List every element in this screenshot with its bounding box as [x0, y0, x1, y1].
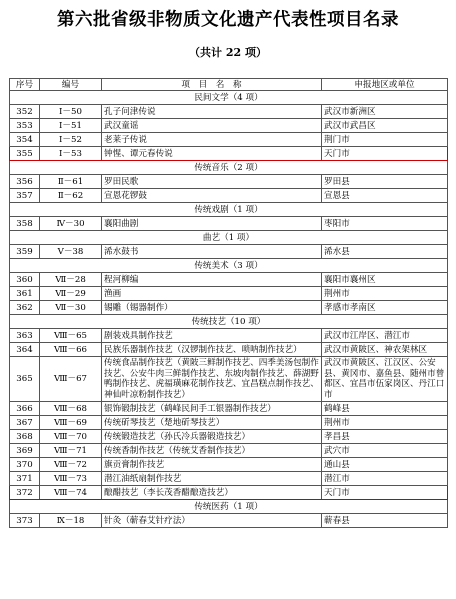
cell-seq: 352: [10, 105, 40, 119]
table-row: [10, 175, 448, 189]
section-label: 传统美术（3 项）: [10, 259, 448, 273]
header-region: 申报地区或单位: [322, 79, 448, 91]
cell-seq: 373: [10, 514, 40, 528]
table-row: [10, 458, 448, 472]
cell-code: Ⅷ－74: [40, 486, 102, 500]
cell-region: 武汉市黄陂区、江汉区、公安县、黄冈市、嘉鱼县、随州市曾都区、宜昌市伍家岗区、丹江口市: [322, 357, 448, 402]
table-row: [10, 329, 448, 343]
cell-region: 荆州市: [322, 416, 448, 430]
cell-name: 浠水鼓书: [102, 245, 322, 259]
table-row: [10, 133, 448, 147]
cell-name: 传统锻造技艺（孙氏冷兵器锻造技艺）: [102, 430, 322, 444]
cell-seq: 360: [10, 273, 40, 287]
cell-name: 剧装戏具制作技艺: [102, 329, 322, 343]
cell-region: 武穴市: [322, 444, 448, 458]
section-row: [10, 203, 448, 217]
cell-seq: 370: [10, 458, 40, 472]
table-body: [10, 91, 448, 528]
cell-region: 天门市: [322, 147, 448, 161]
cell-region: 宣恩县: [322, 189, 448, 203]
cell-code: Ⅶ－28: [40, 273, 102, 287]
cell-code: Ⅰ－51: [40, 119, 102, 133]
cell-seq: 354: [10, 133, 40, 147]
header-seq: 序号: [10, 79, 40, 91]
table-row: [10, 189, 448, 203]
cell-region: 武汉市江岸区、潜江市: [322, 329, 448, 343]
cell-seq: 353: [10, 119, 40, 133]
cell-region: 罗田县: [322, 175, 448, 189]
cell-code: Ⅷ－71: [40, 444, 102, 458]
section-label: 传统医药（1 项）: [10, 500, 448, 514]
cell-seq: 367: [10, 416, 40, 430]
section-row: [10, 231, 448, 245]
cell-seq: 371: [10, 472, 40, 486]
table-row: [10, 430, 448, 444]
section-row: [10, 315, 448, 329]
table-row: [10, 514, 448, 528]
cell-code: Ⅷ－73: [40, 472, 102, 486]
cell-seq: 361: [10, 287, 40, 301]
cell-name: 潜江油纸扇制作技艺: [102, 472, 322, 486]
section-row: [10, 91, 448, 105]
cell-name: 酿醋技艺（李长茂香醋酿造技艺）: [102, 486, 322, 500]
section-row: [10, 500, 448, 514]
cell-region: 襄阳市襄州区: [322, 273, 448, 287]
cell-code: Ⅰ－52: [40, 133, 102, 147]
header-name: 项 目 名 称: [102, 79, 322, 91]
table-row: [10, 301, 448, 315]
cell-seq: 365: [10, 357, 40, 402]
cell-seq: 357: [10, 189, 40, 203]
cell-name: 罗田民歌: [102, 175, 322, 189]
cell-code: Ⅴ－38: [40, 245, 102, 259]
cell-name: 传统食品制作技艺（黄陂三鲜制作技艺、四季美汤包制作技艺、公安牛肉三鲜制作技艺、东坡肉制作技艺、薛湖野鸭制作技艺、虎福璜麻花制作技艺、宜昌糕点制作技艺、神仙叶凉粉制作技艺）: [102, 357, 322, 402]
table-row: [10, 402, 448, 416]
cell-name: 针灸（蕲春艾针疗法）: [102, 514, 322, 528]
cell-region: 武汉市武昌区: [322, 119, 448, 133]
cell-name: 老莱子传说: [102, 133, 322, 147]
cell-code: Ⅶ－30: [40, 301, 102, 315]
cell-code: Ⅳ－30: [40, 217, 102, 231]
cell-code: Ⅱ－62: [40, 189, 102, 203]
section-label: 传统技艺（10 项）: [10, 315, 448, 329]
cell-region: 荆门市: [322, 133, 448, 147]
cell-code: Ⅷ－70: [40, 430, 102, 444]
cell-name: 襄阳曲剧: [102, 217, 322, 231]
cell-name: 传统香制作技艺（传统艾香制作技艺）: [102, 444, 322, 458]
table-row: [10, 217, 448, 231]
cell-name: 武汉童谣: [102, 119, 322, 133]
document-subtitle: （共计 22 项）: [189, 46, 267, 59]
cell-code: Ⅷ－68: [40, 402, 102, 416]
cell-seq: 372: [10, 486, 40, 500]
cell-name: 银饰锻制技艺（鹤峰民间手工银器制作技艺）: [102, 402, 322, 416]
cell-code: Ⅷ－66: [40, 343, 102, 357]
cell-seq: 358: [10, 217, 40, 231]
cell-region: 鹤峰县: [322, 402, 448, 416]
heritage-list-table: [9, 78, 448, 528]
header-code: 编号: [40, 79, 102, 91]
cell-seq: 364: [10, 343, 40, 357]
cell-region: 武汉市黄陂区、神农架林区: [322, 343, 448, 357]
cell-region: 潜江市: [322, 472, 448, 486]
table-row: [10, 416, 448, 430]
cell-name: 程河柳编: [102, 273, 322, 287]
table-row: [10, 357, 448, 402]
cell-code: Ⅷ－72: [40, 458, 102, 472]
cell-name: 孔子问津传说: [102, 105, 322, 119]
table-row: [10, 105, 448, 119]
cell-region: 蕲春县: [322, 514, 448, 528]
cell-seq: 355: [10, 147, 40, 161]
cell-name: 宣恩花锣鼓: [102, 189, 322, 203]
document-title: 第六批省级非物质文化遗产代表性项目名录: [57, 10, 399, 30]
cell-code: Ⅷ－65: [40, 329, 102, 343]
cell-seq: 362: [10, 301, 40, 315]
table-row: [10, 444, 448, 458]
cell-code: Ⅰ－50: [40, 105, 102, 119]
cell-code: Ⅱ－61: [40, 175, 102, 189]
cell-name: 锡雕（锡器制作）: [102, 301, 322, 315]
section-row: [10, 259, 448, 273]
cell-seq: 363: [10, 329, 40, 343]
cell-code: Ⅸ－18: [40, 514, 102, 528]
cell-seq: 366: [10, 402, 40, 416]
table-row: [10, 343, 448, 357]
cell-name: 旗贡膏制作技艺: [102, 458, 322, 472]
table-row: [10, 273, 448, 287]
cell-seq: 368: [10, 430, 40, 444]
cell-code: Ⅷ－69: [40, 416, 102, 430]
cell-code: Ⅷ－67: [40, 357, 102, 402]
cell-region: 天门市: [322, 486, 448, 500]
cell-region: 荆州市: [322, 287, 448, 301]
table-row: [10, 287, 448, 301]
table-row: [10, 472, 448, 486]
table-header-row: [10, 79, 448, 91]
section-row: [10, 161, 448, 175]
cell-code: Ⅶ－29: [40, 287, 102, 301]
table-row: [10, 119, 448, 133]
table-row: [10, 486, 448, 500]
cell-region: 枣阳市: [322, 217, 448, 231]
cell-seq: 356: [10, 175, 40, 189]
cell-code: Ⅰ－53: [40, 147, 102, 161]
section-label: 传统音乐（2 项）: [10, 161, 448, 175]
table-row: [10, 147, 448, 161]
table-row: [10, 245, 448, 259]
section-label: 传统戏剧（1 项）: [10, 203, 448, 217]
cell-region: 武汉市新洲区: [322, 105, 448, 119]
cell-name: 民族乐器制作技艺（汉锣制作技艺、唢呐制作技艺）: [102, 343, 322, 357]
cell-region: 孝感市孝南区: [322, 301, 448, 315]
cell-name: 渔画: [102, 287, 322, 301]
cell-name: 传统斫琴技艺（楚地斫琴技艺）: [102, 416, 322, 430]
cell-seq: 359: [10, 245, 40, 259]
cell-region: 通山县: [322, 458, 448, 472]
section-label: 曲艺（1 项）: [10, 231, 448, 245]
cell-name: 钟惺、谭元春传说: [102, 147, 322, 161]
cell-region: 浠水县: [322, 245, 448, 259]
cell-seq: 369: [10, 444, 40, 458]
cell-region: 孝昌县: [322, 430, 448, 444]
section-label: 民间文学（4 项）: [10, 91, 448, 105]
